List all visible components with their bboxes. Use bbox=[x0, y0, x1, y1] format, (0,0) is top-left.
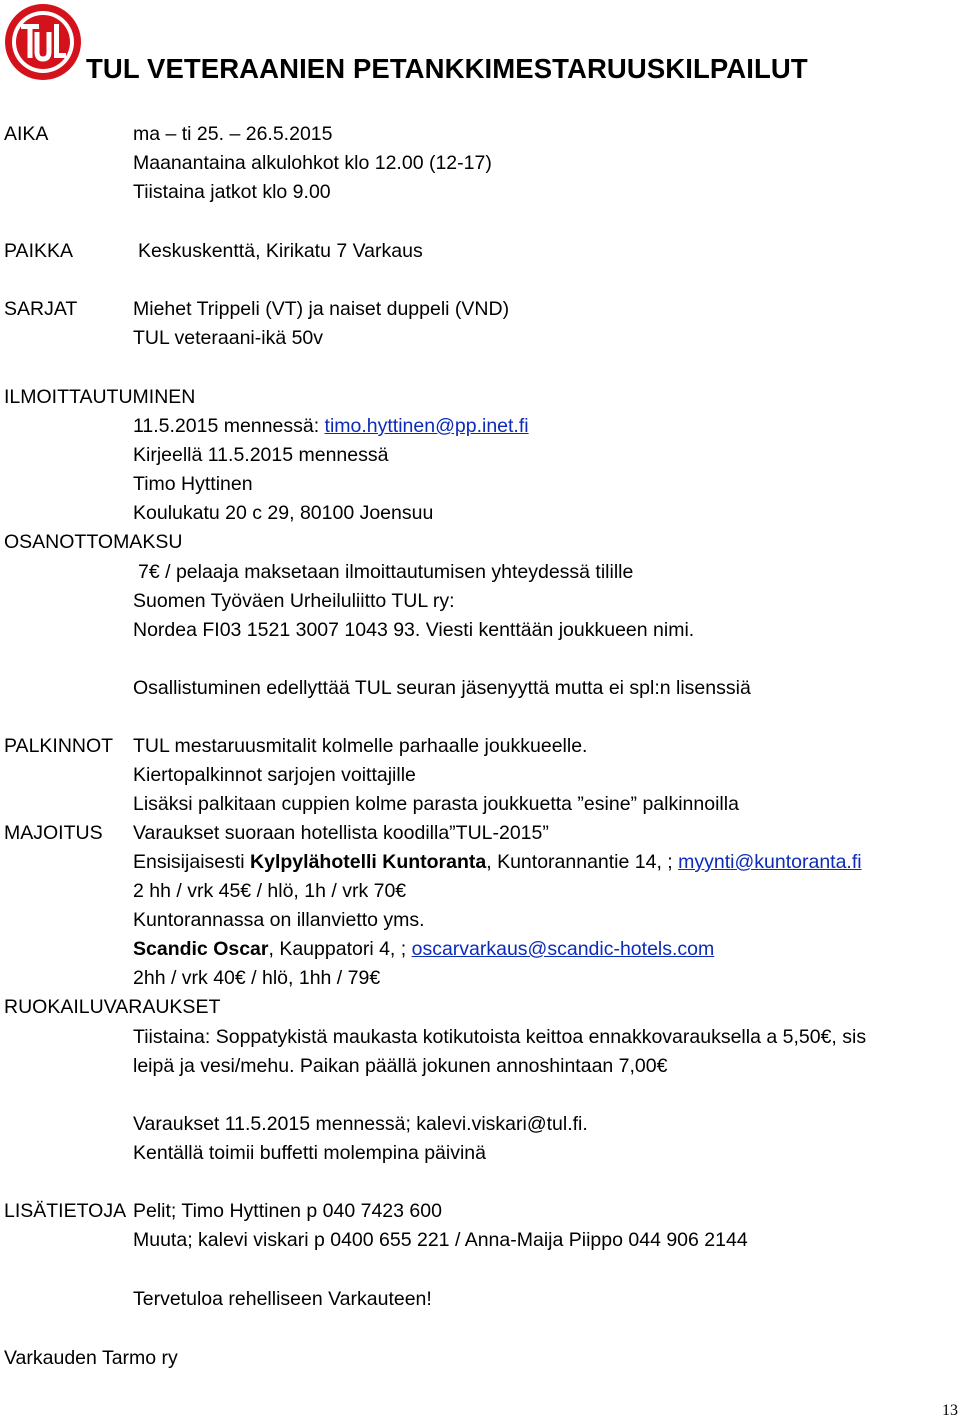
hotel2-name: Scandic Oscar bbox=[133, 938, 269, 960]
meal-price: leipä ja vesi/mehu. Paikan päällä jokunen annoshintaan 7,00€ bbox=[133, 1055, 668, 1077]
ilmoittautuminen-label: ILMOITTAUTUMINEN bbox=[4, 386, 196, 408]
page-number: 13 bbox=[942, 1402, 958, 1419]
hotel1-line bbox=[133, 850, 862, 874]
aika-tuesday: Tiistaina jatkot klo 9.00 bbox=[133, 181, 331, 203]
prize-cups: Lisäksi palkitaan cuppien kolme parasta joukkuetta ”esine” palkinnoilla bbox=[133, 793, 739, 815]
aika-monday: Maanantaina alkulohkot klo 12.00 (12-17) bbox=[133, 152, 492, 174]
osanottomaksu-label: OSANOTTOMAKSU bbox=[4, 531, 183, 553]
tul-logo bbox=[3, 2, 83, 82]
meal-buffet: Kentällä toimii buffetti molempina päivinä bbox=[133, 1142, 486, 1164]
hotel1-name: Kylpylähotelli Kuntoranta bbox=[250, 851, 487, 873]
info-other: Muuta; kalevi viskari p 0400 655 221 / Anna-Maija Piippo 044 906 2144 bbox=[133, 1229, 748, 1251]
organizer: Varkauden Tarmo ry bbox=[4, 1347, 178, 1369]
hotel1-address: , Kuntorannantie 14, ; bbox=[486, 851, 679, 873]
membership-note: Osallistuminen edellyttää TUL seuran jäsenyyttä mutta ei spl:n lisenssiä bbox=[133, 677, 751, 699]
palkinnot-label: PALKINNOT bbox=[4, 735, 114, 757]
hotel1-prefix: Ensisijaisesti bbox=[133, 851, 251, 873]
hotel1-price: 2 hh / vrk 45€ / hlö, 1h / vrk 70€ bbox=[133, 880, 407, 902]
prize-medals: TUL mestaruusmitalit kolmelle parhaalle joukkueelle. bbox=[133, 735, 588, 757]
registration-contact-address: Koulukatu 20 c 29, 80100 Joensuu bbox=[133, 502, 434, 524]
info-games: Pelit; Timo Hyttinen p 040 7423 600 bbox=[133, 1200, 442, 1222]
aika-date: ma – ti 25. – 26.5.2015 bbox=[133, 123, 333, 145]
sarjat-label: SARJAT bbox=[4, 298, 78, 320]
page-title: TUL VETERAANIEN PETANKKIMESTARUUSKILPAILUT bbox=[86, 53, 808, 84]
registration-email-link[interactable]: timo.hyttinen@pp.inet.fi bbox=[324, 415, 529, 437]
meal-reservation: Varaukset 11.5.2015 mennessä; kalevi.viskari@tul.fi. bbox=[133, 1113, 588, 1135]
fee-account: Nordea FI03 1521 3007 1043 93. Viesti kenttään joukkueen nimi. bbox=[133, 619, 695, 641]
fee-amount: 7€ / pelaaja maksetaan ilmoittautumisen yhteydessä tilille bbox=[138, 561, 634, 583]
hotel2-address: , Kauppatori 4, ; bbox=[268, 938, 412, 960]
sarjat-series: Miehet Trippeli (VT) ja naiset duppeli (VND) bbox=[133, 298, 510, 320]
registration-email-line bbox=[133, 414, 529, 438]
hotel2-line bbox=[133, 937, 714, 961]
majoitus-label: MAJOITUS bbox=[4, 822, 103, 844]
hotel1-email-link[interactable]: myynti@kuntoranta.fi bbox=[678, 851, 862, 873]
hotel2-email-link[interactable]: oscarvarkaus@scandic-hotels.com bbox=[411, 938, 715, 960]
ruokailu-label: RUOKAILUVARAUKSET bbox=[4, 996, 221, 1018]
hotel1-note: Kuntorannassa on illanvietto yms. bbox=[133, 909, 425, 931]
registration-mail-line: Kirjeellä 11.5.2015 mennessä bbox=[133, 444, 389, 466]
registration-deadline: 11.5.2015 mennessä: bbox=[133, 415, 325, 437]
hotel2-price: 2hh / vrk 40€ / hlö, 1hh / 79€ bbox=[133, 967, 381, 989]
lisatietoja-label: LISÄTIETOJA bbox=[4, 1200, 127, 1222]
prize-trophies: Kiertopalkinnot sarjojen voittajille bbox=[133, 764, 416, 786]
aika-label: AIKA bbox=[4, 123, 49, 145]
booking-code: Varaukset suoraan hotellista koodilla”TUL-2015” bbox=[133, 822, 549, 844]
registration-contact-name: Timo Hyttinen bbox=[133, 473, 253, 495]
paikka-value: Keskuskenttä, Kirikatu 7 Varkaus bbox=[138, 240, 423, 262]
sarjat-age: TUL veteraani-ikä 50v bbox=[133, 327, 324, 349]
paikka-label: PAIKKA bbox=[4, 240, 74, 262]
fee-recipient: Suomen Työväen Urheiluliitto TUL ry: bbox=[133, 590, 455, 612]
welcome-text: Tervetuloa rehelliseen Varkauteen! bbox=[133, 1288, 432, 1310]
meal-soup: Tiistaina: Soppatykistä maukasta kotikutoista keittoa ennakkovarauksella a 5,50€, sis bbox=[133, 1026, 867, 1048]
